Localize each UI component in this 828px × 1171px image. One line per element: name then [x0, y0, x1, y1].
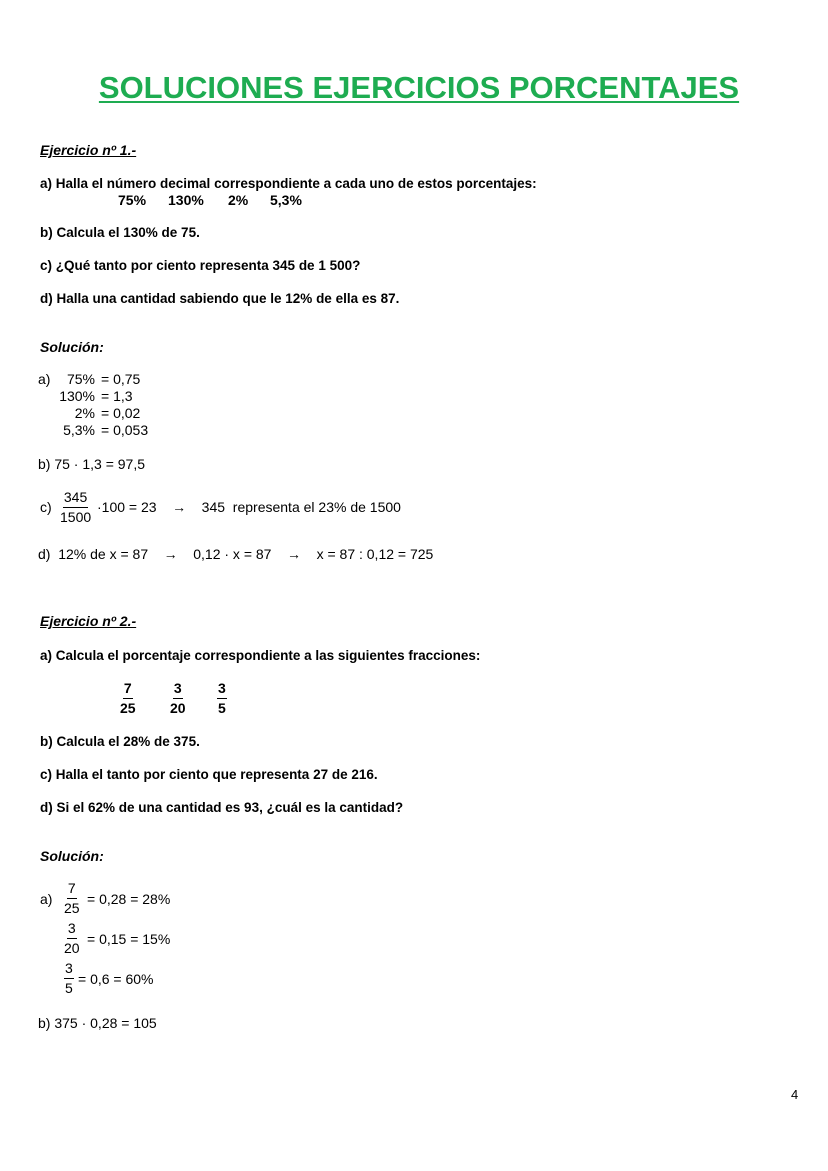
ex2-solution-result: = 0,15 = 15% — [87, 931, 171, 947]
fraction-denominator: 25 — [64, 900, 80, 916]
ex1-sol-a-percent: 130% — [59, 388, 95, 404]
ex2-solution-result: = 0,6 = 60% — [78, 971, 154, 987]
ex2-question-fraction — [217, 680, 227, 717]
fraction-numerator: 7 — [67, 880, 77, 899]
ex1-sol-a-value: = 0,75 — [101, 371, 141, 387]
fraction-denominator: 20 — [64, 940, 80, 956]
fraction-denominator: 25 — [120, 700, 136, 716]
ex1-solution-c-fraction — [60, 489, 91, 526]
ex2-question-fraction — [120, 680, 136, 717]
ex2-solution-a-label: a) — [40, 891, 53, 907]
fraction-denominator: 1500 — [60, 509, 92, 525]
ex2-solution-fraction — [64, 920, 80, 957]
ex1-percent-value: 2% — [228, 192, 249, 208]
ex1-sol-a-value: = 0,053 — [101, 422, 149, 438]
ex2-solution-fraction — [64, 960, 74, 997]
fraction-numerator: 345 — [63, 489, 88, 508]
ex1-percent-value: 75% — [118, 192, 147, 208]
ex1-percent-value: 5,3% — [270, 192, 302, 208]
fraction-denominator: 5 — [65, 980, 73, 996]
ex1-solution-b: b) 75 · 1,3 = 97,5 — [38, 456, 146, 472]
fraction-numerator: 3 — [67, 920, 77, 939]
ex1-solution-d: d) 12% de x = 87 → 0,12 · x = 87 → x = 87 : 0,12 = 725 — [38, 546, 434, 562]
fraction-numerator: 3 — [64, 960, 74, 979]
exercise-1-solution-header: Solución: — [40, 339, 104, 355]
ex1-sol-a-value: = 0,02 — [101, 405, 141, 421]
ex1-sol-a-percent: 5,3% — [63, 422, 95, 438]
exercise-2-header: Ejercicio nº 2.- — [40, 613, 137, 629]
exercise-2-question-c: c) Halla el tanto por ciento que representa 27 de 216. — [40, 767, 378, 782]
fraction-denominator: 5 — [218, 700, 226, 716]
exercise-2-question-d: d) Si el 62% de una cantidad es 93, ¿cuál es la cantidad? — [40, 800, 404, 815]
ex1-sol-a-percent: 2% — [74, 405, 95, 421]
exercise-1-question-b: b) Calcula el 130% de 75. — [40, 225, 200, 240]
ex2-solution-fraction — [64, 880, 80, 917]
fraction-denominator: 20 — [170, 700, 186, 716]
ex1-solution-a-label: a) — [38, 371, 51, 387]
ex1-sol-a-value: = 1,3 — [101, 388, 133, 404]
page-title: SOLUCIONES EJERCICIOS PORCENTAJES — [98, 70, 740, 105]
ex1-sol-a-percent: 75% — [66, 371, 95, 387]
exercise-1-question-a: a) Halla el número decimal correspondiente a cada uno de estos porcentajes: — [40, 176, 537, 191]
exercise-1-question-d: d) Halla una cantidad sabiendo que le 12% de ella es 87. — [40, 291, 400, 306]
ex1-solution-c-result: ·100 = 23 → 345 representa el 23% de 1500 — [97, 499, 401, 515]
exercise-2-question-b: b) Calcula el 28% de 375. — [40, 734, 200, 749]
ex2-solution-b: b) 375 · 0,28 = 105 — [38, 1015, 157, 1031]
fraction-numerator: 3 — [173, 680, 183, 699]
ex2-question-fraction — [170, 680, 186, 717]
ex1-percent-value: 130% — [168, 192, 204, 208]
ex2-solution-result: = 0,28 = 28% — [87, 891, 171, 907]
exercise-1-question-c: c) ¿Qué tanto por ciento representa 345 de 1 500? — [40, 258, 361, 273]
exercise-2-solution-header: Solución: — [40, 848, 104, 864]
fraction-numerator: 7 — [123, 680, 133, 699]
exercise-2-question-a: a) Calcula el porcentaje correspondiente a las siguientes fracciones: — [40, 648, 481, 663]
ex1-solution-c-label: c) — [40, 499, 52, 515]
page-number: 4 — [791, 1087, 799, 1102]
fraction-numerator: 3 — [217, 680, 227, 699]
exercise-1-header: Ejercicio nº 1.- — [40, 142, 137, 158]
